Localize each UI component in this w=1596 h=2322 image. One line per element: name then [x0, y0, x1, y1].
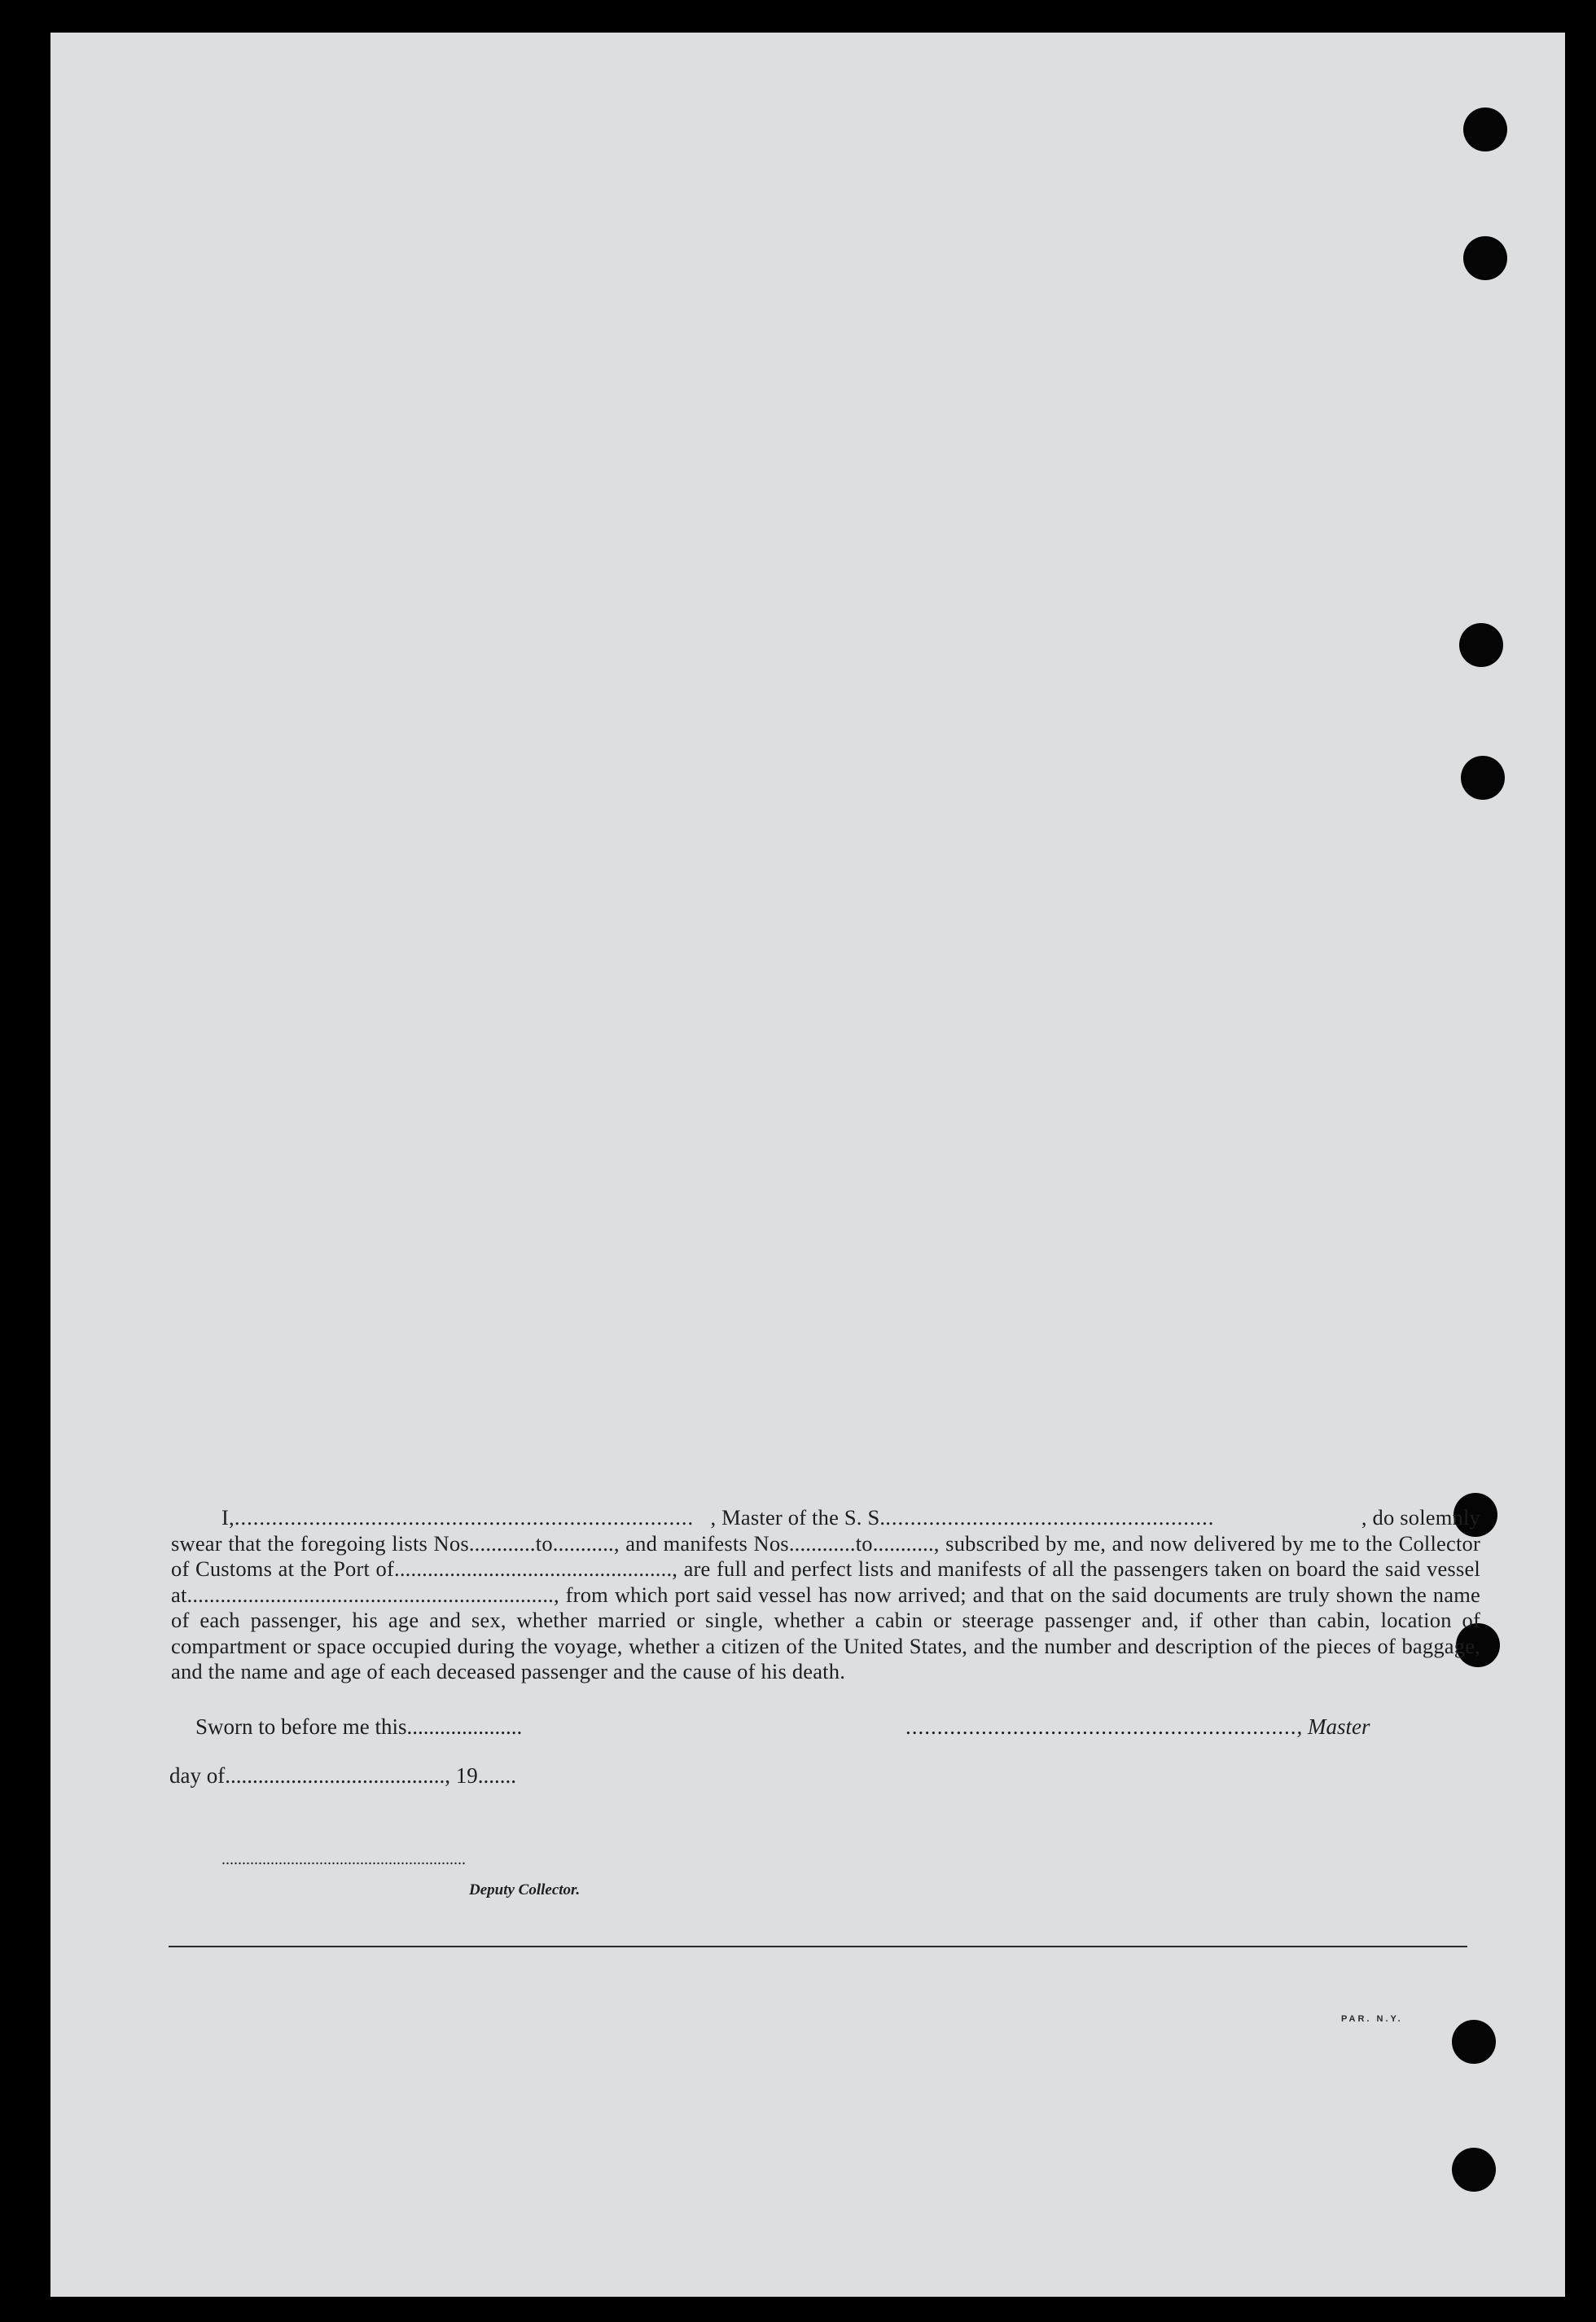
deputy-signature-blank: ............................................................	[221, 1850, 466, 1868]
binder-hole	[1452, 2020, 1496, 2064]
master-oath	[171, 1505, 1480, 1685]
binder-hole	[1452, 2148, 1496, 2192]
oath-intro: I,	[221, 1505, 235, 1530]
binder-hole	[1463, 236, 1507, 280]
binder-hole	[1461, 756, 1505, 800]
master-name-blank: ..........................................................................	[234, 1505, 695, 1530]
day-line: day of........................................, 19.......	[169, 1763, 516, 1788]
sworn-line: Sworn to before me this.....................	[195, 1714, 523, 1739]
deputy-collector-label: Deputy Collector.	[469, 1881, 581, 1898]
master-signature-line	[905, 1714, 1370, 1740]
master-signature-blank: ..............................................................	[905, 1714, 1297, 1739]
oath-solemnly: , do solemnly	[1361, 1505, 1480, 1530]
form-page	[50, 33, 1565, 2297]
printer-mark: PAR. N.Y.	[1341, 2014, 1403, 2024]
oath-body: swear that the foregoing lists Nos............to..........., and manifests Nos............to..........., subscribed by me, and now delivered by me to the Collector of Customs at the Port of.................................................., are full and perfect lists and manifests of all the passengers taken on board the said vessel at.................................................................., from which port said vessel has now arrived; and that on the said documents are truly shown the name of each passenger, his age and sex, whether married or single, whether a cabin or steerage passenger and, if other than cabin, location of compartment or space occupied during the voyage, whether a citizen of the United States, and the number and description of the pieces of baggage, and the name and age of each deceased passenger and the cause of his death.	[171, 1530, 1480, 1683]
oath-first-line	[171, 1505, 1480, 1531]
horizontal-rule	[169, 1946, 1467, 1947]
binder-hole	[1459, 623, 1503, 667]
oath-ship-label: , Master of the S. S.	[710, 1505, 886, 1530]
ship-name-blank: .....................................................	[885, 1505, 1215, 1530]
binder-hole	[1463, 108, 1507, 151]
master-label: , Master	[1296, 1714, 1370, 1739]
